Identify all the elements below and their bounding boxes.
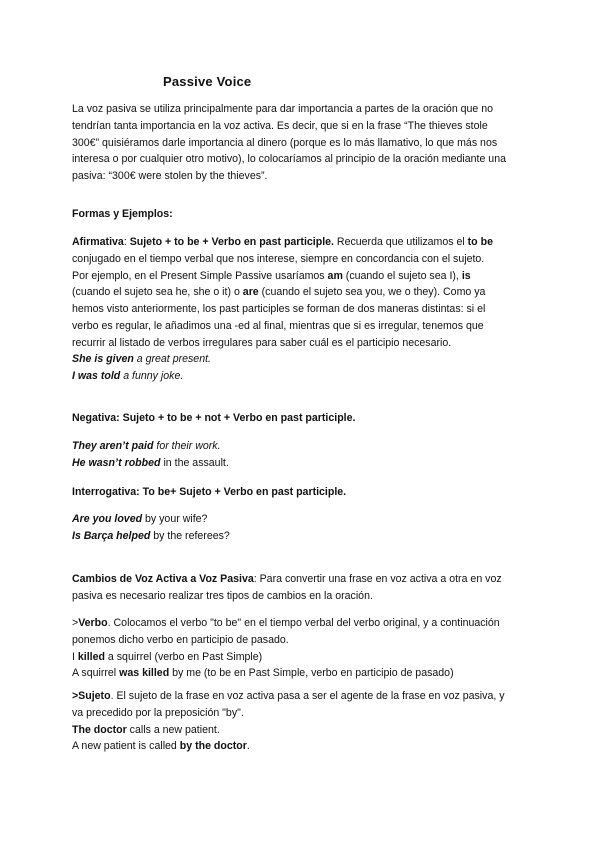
intro-line: tendrían tanta importancia en la voz activa. Es decir, que si en la frase “The thieves stole	[72, 119, 488, 132]
example-text: a squirrel (verbo en Past Simple)	[104, 650, 263, 663]
intro-line: pasiva: “300€ were stolen by the thieves”.	[72, 170, 268, 183]
example-bold: Are you loved	[72, 513, 143, 525]
example-line	[72, 455, 532, 472]
example-text: by the referees?	[150, 529, 230, 542]
cambios-line	[72, 571, 532, 588]
afirmativa-line: conjugado en el tiempo verbal que nos interese, siempre en concordancia con el sujeto.	[72, 252, 485, 265]
intro-line: 300€” quisiéramos darle importancia al dinero (porque es lo más llamativo, lo que más nos	[72, 136, 498, 149]
afirmativa-text: (cuando el sujeto sea he, she o it) o	[72, 286, 243, 299]
verbo-paragraph	[72, 615, 532, 682]
afirmativa-text: Por ejemplo, en el Present Simple Passive usaríamos	[72, 269, 328, 282]
interrogativa-heading: Interrogativa: To be+ Sujeto + Verbo en past participle.	[72, 486, 347, 498]
negativa-heading: Negativa: Sujeto + to be + not + Verbo en past participle.	[72, 412, 356, 424]
verbo-prefix: >	[72, 617, 79, 629]
to-be-term: to be	[467, 236, 493, 248]
cambios-label: Cambios de Voz Activa a Voz Pasiva	[72, 573, 254, 585]
example-bold: They aren’t paid	[72, 440, 154, 452]
example-line	[72, 738, 532, 755]
afirmativa-line	[72, 234, 532, 251]
intro-paragraph	[72, 101, 532, 185]
example-text: A squirrel	[72, 667, 120, 680]
verbo-line	[72, 615, 532, 632]
afirmativa-line	[72, 284, 532, 301]
example-bold: was killed	[119, 667, 170, 680]
example-text: calls a new patient.	[126, 723, 220, 736]
example-text: a great present.	[133, 353, 211, 365]
afirmativa-label: Afirmativa	[72, 236, 124, 248]
example-bold: Is Barça helped	[72, 529, 151, 542]
example-bold: killed	[77, 650, 105, 663]
am-term: am	[327, 269, 343, 282]
example-bold: The doctor	[72, 723, 127, 736]
negativa-examples	[72, 438, 532, 472]
example-text: by me (to be en Past Simple, verbo en participio de pasado)	[169, 667, 454, 680]
afirmativa-examples	[72, 351, 532, 385]
example-line	[72, 368, 532, 385]
is-term: is	[461, 269, 471, 282]
afirmativa-formula: Sujeto + to be + Verbo en past participle.	[129, 236, 334, 248]
afirmativa-paragraph	[72, 234, 532, 352]
intro-line: La voz pasiva se utiliza principalmente para dar importancia a partes de la oración que no	[72, 103, 494, 115]
sujeto-line: va precedido por la preposición "by".	[72, 706, 244, 719]
cambios-paragraph	[72, 571, 532, 605]
sujeto-text: . El sujeto de la frase en voz activa pasa a ser el agente de la frase en voz pasiva, y	[110, 690, 505, 702]
sujeto-line	[72, 688, 532, 705]
example-line	[72, 665, 532, 682]
verbo-label: Verbo	[78, 617, 108, 629]
example-bold: She is given	[72, 353, 134, 365]
example-bold: by the doctor	[179, 740, 247, 753]
example-text: I	[72, 650, 78, 663]
example-bold: He wasn’t robbed	[72, 456, 161, 469]
afirmativa-line: hemos visto anteriormente, los past participles se forman de dos maneras distintas: si el	[72, 303, 486, 316]
example-text: by your wife?	[142, 513, 208, 525]
example-bold: I was told	[72, 369, 121, 382]
formas-heading: Formas y Ejemplos:	[72, 208, 173, 220]
afirmativa-line	[72, 268, 532, 285]
example-text: .	[246, 740, 250, 753]
sujeto-paragraph	[72, 688, 532, 755]
verbo-line: ponemos dicho verbo en participio de pasado.	[72, 633, 289, 646]
afirmativa-line: recurrir al listado de verbos irregulares para saber cuál es el participio necesario.	[72, 336, 452, 349]
afirmativa-line: verbo es regular, le añadimos una -ed al final, mientras que si es irregular, tenemos que	[72, 319, 484, 332]
afirmativa-text: Recuerda que utilizamos el	[333, 236, 468, 248]
example-line	[72, 351, 532, 368]
afirmativa-text: (cuando el sujeto sea you, we o they). Como ya	[258, 286, 486, 299]
intro-line: interesa o por cualquier otro motivo), lo colocaríamos al principio de la oración mediante una	[72, 153, 506, 166]
cambios-text: : Para convertir una frase en voz activa a otra en voz	[253, 573, 502, 585]
afirmativa-text: (cuando el sujeto sea I),	[342, 269, 462, 282]
are-term: are	[242, 286, 259, 299]
example-text: A new patient is called	[72, 740, 180, 753]
afirmativa-colon: :	[123, 236, 130, 248]
verbo-text: . Colocamos el verbo "to be" en el tiempo verbal del verbo original, y a continuación	[107, 617, 500, 629]
example-line	[72, 649, 532, 666]
example-line	[72, 511, 532, 528]
example-line	[72, 722, 532, 739]
sujeto-label: >Sujeto	[72, 690, 111, 702]
example-line	[72, 438, 532, 455]
cambios-line: pasiva es necesario realizar tres tipos de cambios en la oración.	[72, 589, 373, 602]
interrogativa-examples	[72, 511, 532, 545]
example-text: a funny joke.	[120, 369, 184, 382]
page-title: Passive Voice	[163, 74, 252, 89]
example-line	[72, 528, 532, 545]
example-text: for their work.	[153, 440, 221, 452]
example-text: in the assault.	[160, 456, 229, 469]
